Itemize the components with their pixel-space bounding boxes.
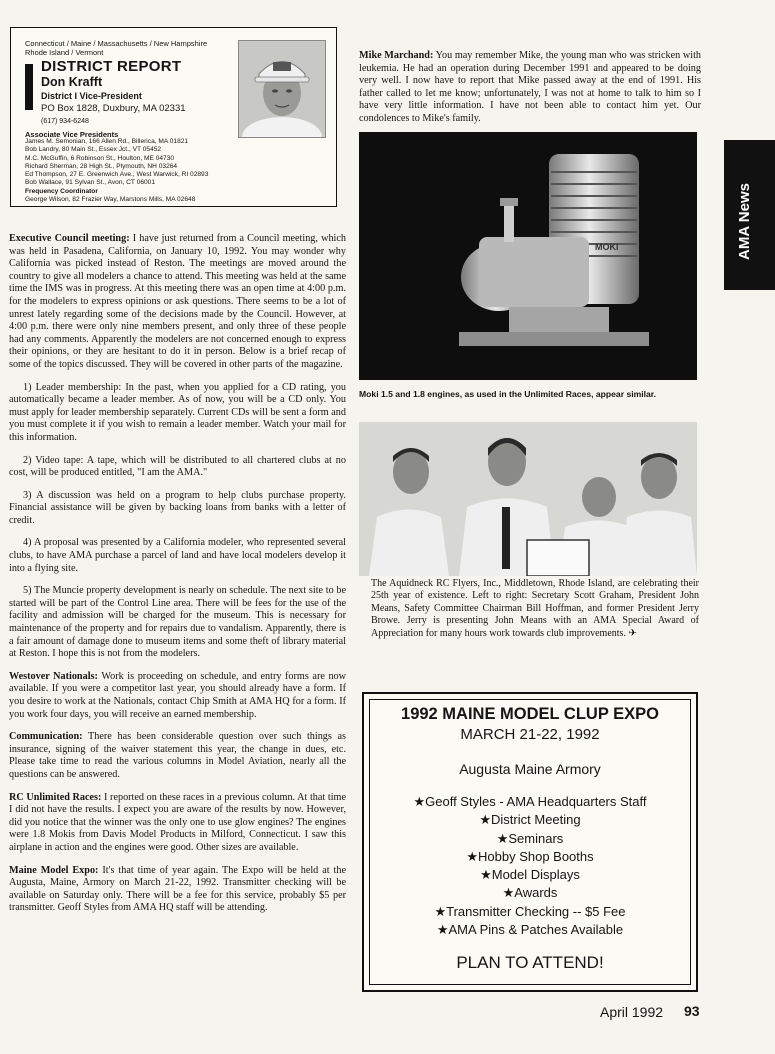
vp-address: PO Box 1828, Duxbury, MA 02331 xyxy=(41,103,186,114)
engine-caption: Moki 1.5 and 1.8 engines, as used in the Unlimited Races, appear similar. xyxy=(359,389,657,399)
expo-ad-item: ★Awards xyxy=(502,885,558,901)
communication-text: There has been considerable question over such things as insurance, signing of the waiver statement this year, the change in dues, etc. Please take time to read the various columns in Model Aviation, nearly all the questions can be answered. xyxy=(9,731,346,780)
frequency-heading: Frequency Coordinator xyxy=(25,187,98,195)
ama-news-tab xyxy=(724,140,775,290)
issue-date: April 1992 xyxy=(600,1004,664,1020)
exec-council-heading: Executive Council meeting: xyxy=(9,233,130,244)
expo-ad-item: ★Geoff Styles - AMA Headquarters Staff xyxy=(413,794,647,809)
maine-expo-text: It's that time of year again. The Expo will be held at the Augusta, Maine, Armory on March 21-22, 1992. Transmitter checking will be available on Saturday only. There will be a fee for this service, probably $5 per transmitter. Geoff Styles from AMA HQ staff will be attending. xyxy=(9,864,346,914)
page-number: 93 xyxy=(684,1003,700,1019)
expo-ad-item: ★AMA Pins & Patches Available xyxy=(436,922,624,938)
item-muncie-development: 5) The Muncie property development is nearly on schedule. The next site to be started will be part of the Control Line area. There will be fees for the use of the facility and admission will be charged for the museum. This is necessary for maintenance of the property and for repairs due to vandalism. Apparently, there is a fair amount of damage done to museum items and some theft of library material at Reston. I hope this is not from the modelers. xyxy=(9,585,346,660)
club-photo-caption xyxy=(371,578,699,640)
expo-ad-title: 1992 MAINE MODEL CLUP EXPO xyxy=(401,705,659,723)
maine-expo-paragraph xyxy=(9,865,346,915)
associate-item: James M. Semonian, 166 Allen Rd., Billerica, MA 01821 xyxy=(25,138,189,145)
expo-ad-item: ★Hobby Shop Booths xyxy=(466,848,594,864)
westover-paragraph xyxy=(9,671,346,721)
rc-unlimited-paragraph xyxy=(9,792,346,855)
rc-unlimited-text: I reported on these races in a previous column. At that time I did not have the results. I expect you are aware of the results by now. However, did you notice that the winner was the only one to use glow engines? The engines were 1.8 Mokis from Davis Model Products in Milford, Connecticut. I saw this airplane in action and the engines were good. Other sizes are available. xyxy=(9,791,346,853)
engine-photo xyxy=(359,132,697,380)
westover-text: Work is proceeding on schedule, and entry forms are now available. If you were a competitor last year, you should already have a form. If you desire to work at the Nationals, contact Chip Smith at AMA HQ for a form. If you work four days, you will receive an earned membership. xyxy=(9,670,347,720)
associates-heading: Associate Vice Presidents xyxy=(25,130,119,139)
associates-list xyxy=(25,138,285,204)
mike-marchand-heading: Mike Marchand: xyxy=(359,50,434,61)
frequency-coordinator: George Wilson, 82 Frazier Way, Marstons Mills, MA 02648 xyxy=(25,196,196,204)
associate-item: Bob Wallace, 91 Sylvan St., Avon, CT 06001 xyxy=(25,179,155,187)
district-report-box xyxy=(10,27,337,207)
expo-ad-item: ★Model Displays xyxy=(480,867,580,883)
end-mark-icon: ✈ xyxy=(628,627,637,639)
vp-role: District I Vice-President xyxy=(41,91,142,101)
expo-ad-cta: PLAN TO ATTEND! xyxy=(456,953,604,973)
expo-ad-item: ★District Meeting xyxy=(479,812,581,828)
expo-ad-item: ★Seminars xyxy=(496,830,564,846)
item-land-proposal: 4) A proposal was presented by a California modeler, who represented several clubs, to have AMA purchase a parcel of land and have local modelers develop it into a flying site. xyxy=(9,537,346,574)
mike-marchand-text: You may remember Mike, the young man who was stricken with leukemia. He had an operation during December 1991 and appeared to be doing very well. I now have to report that Mike passed away at the end of 1991. His father called to let me know; unfortunately, I was not at home to talk to him so I have very little information. I have not been able to contact him yet. Our condolences to Mike's family. xyxy=(359,50,701,124)
exec-council-text: I have just returned from a Council meeting, which was held in Pasadena, California, on January 10, 1992. You may wonder why California was picked instead of Reston. The meetings are moved around the country to give all modelers a chance to attend. This meeting was held at the same time the IMS was in progress. At this meeting there was an open time at 4:00 p.m. for the modelers to express opinions or ask questions. There seems to be a lot of unrest lately regarding some of the decisions made by the Council. However, at 4:00 p.m. there were only nine members present, and only three of these people had any comments. Apparently the modelers are not concerned enough to express their opinions, or they are hesitant to do it in person. Below is a brief recap of some of the topics discussed. They will be covered in other parts of the magazine. xyxy=(9,233,346,370)
item-video-tape: 2) Video tape: A tape, which will be distributed to all chartered clubs at no cost, will be produced entitled, "I am the AMA." xyxy=(9,454,346,479)
westover-heading: Westover Nationals: xyxy=(9,670,98,682)
item-leader-membership: 1) Leader membership: In the past, when you applied for a CD rating, you automatically became a leader member. As of now, you will be a CD only. You must apply for leader membership separately. Current CDs will be sent a form and you must complete it if you wish to remain a leader member. Watch your mail for this information. xyxy=(9,381,346,443)
item-property-program: 3) A discussion was held on a program to help clubs purchase property. Financial assistance will be given by backing loans from banks with a letter of credit. xyxy=(9,489,346,526)
expo-ad-dates: MARCH 21-22, 1992 xyxy=(460,726,600,743)
expo-ad-venue: Augusta Maine Armory xyxy=(459,761,601,777)
associate-item: M.C. McGuffin, 6 Robinson St., Houlton, ME 04730 xyxy=(25,154,175,162)
club-caption-text: The Aquidneck RC Flyers, Inc., Middletown, Rhode Island, are celebrating their 25th year of existence. Left to right: Secretary Scott Graham, President John Means, Safety Committee Chairman Bill Hoffman, and former President Jerry Browe. Jerry is presenting John Means with an AMA Special Award of Appreciation for many hours work towards club improvements. xyxy=(371,578,699,639)
club-group-photo xyxy=(359,422,697,576)
communication-paragraph xyxy=(9,731,346,781)
district-report-title: DISTRICT REPORT xyxy=(41,58,182,75)
associate-item: Richard Sherman, 28 High St., Plymouth, NH 03264 xyxy=(25,162,178,170)
expo-ad-item: ★Transmitter Checking -- $5 Fee xyxy=(434,903,626,919)
maine-expo-heading: Maine Model Expo: xyxy=(9,864,99,876)
vp-name: Don Krafft xyxy=(41,75,103,89)
left-column-article xyxy=(9,233,346,925)
engine-label: MOKI xyxy=(595,242,619,252)
vp-portrait-photo xyxy=(238,40,326,138)
ama-news-label: AMA News xyxy=(736,183,753,260)
rc-unlimited-heading: RC Unlimited Races: xyxy=(9,791,102,803)
associate-item: Bob Landry, 80 Main St., Essex Jct., VT 05452 xyxy=(25,146,162,154)
district-states: Connecticut / Maine / Massachusetts / New Hampshire Rhode Island / Vermont xyxy=(25,39,208,57)
district-number-bar xyxy=(25,64,33,110)
maine-expo-ad xyxy=(362,692,698,992)
associate-item: Ed Thompson, 27 E. Greenwich Ave., West Warwick, RI 02893 xyxy=(25,171,209,179)
vp-phone: (617) 934-6248 xyxy=(41,118,89,125)
exec-council-paragraph xyxy=(9,233,346,372)
mike-marchand-paragraph xyxy=(359,50,701,126)
communication-heading: Communication: xyxy=(9,731,83,743)
